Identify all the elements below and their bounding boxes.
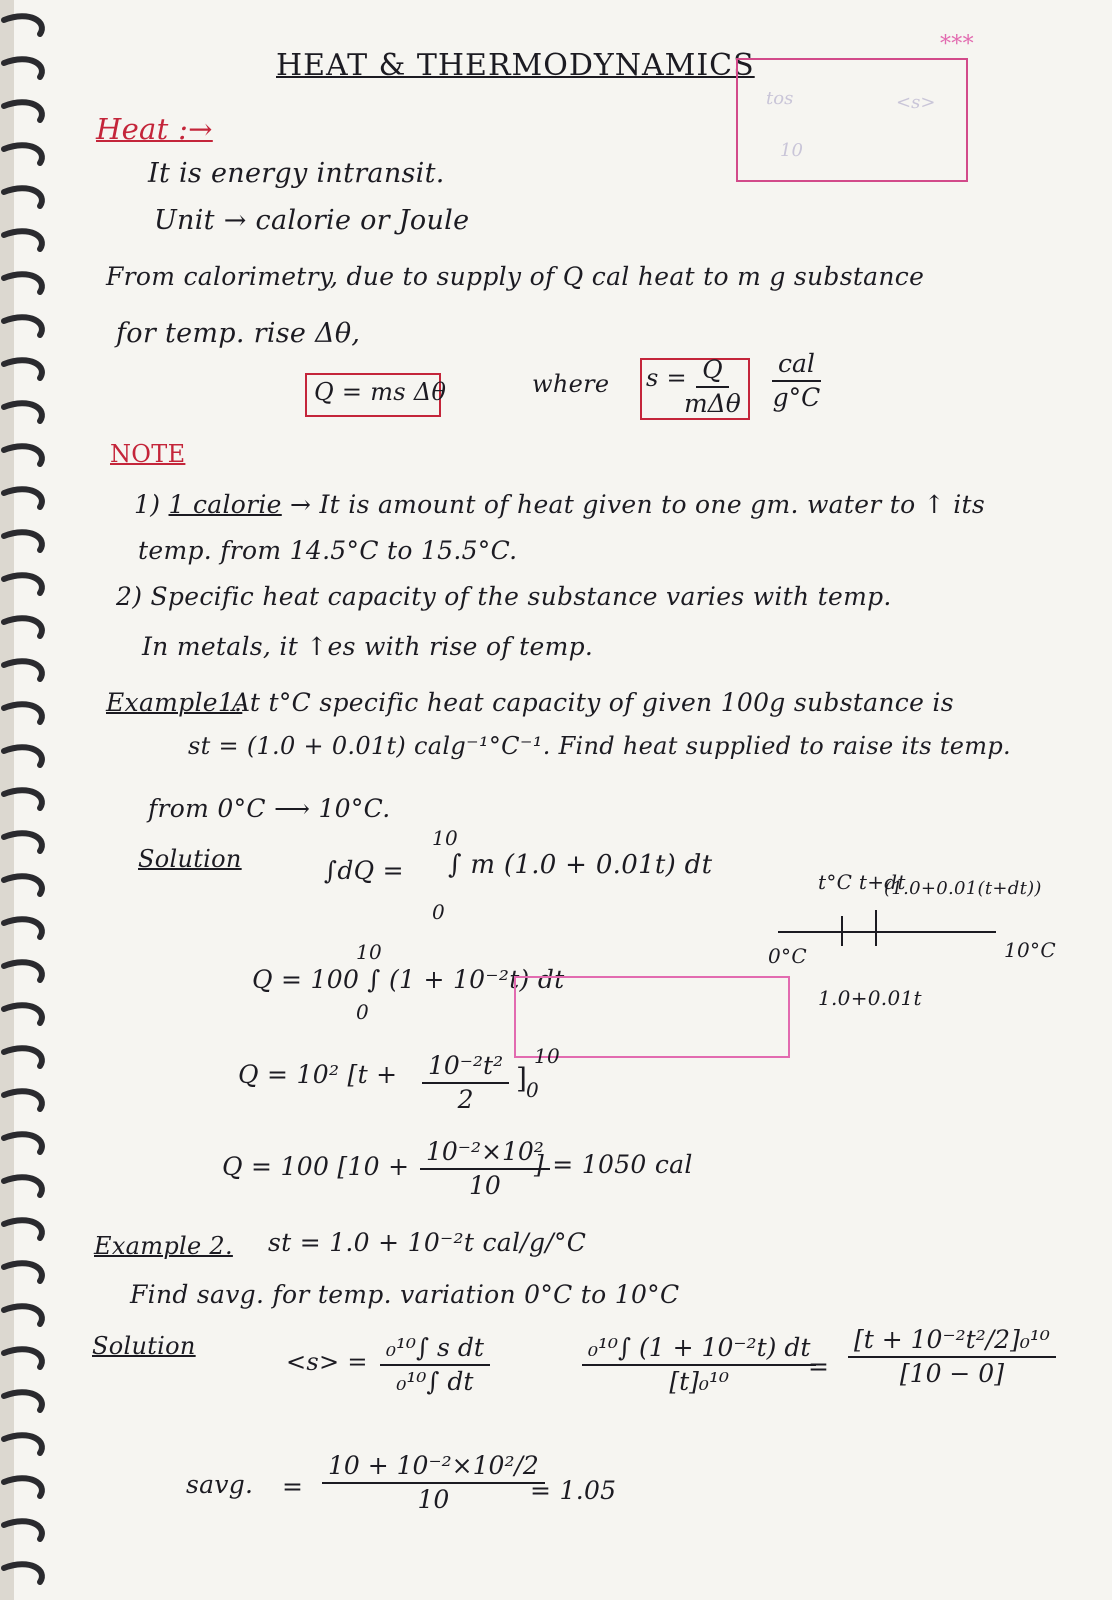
corner-box-top: tos: [766, 88, 794, 109]
example2-fraction-2: [582, 1334, 816, 1395]
example2-result: = 1.05: [530, 1476, 617, 1505]
example1-text-1: At t°C specific heat capacity of given 100g substance is: [232, 688, 954, 717]
diagram-right-label: (1.0+0.01(t+dt)): [884, 878, 1042, 899]
example1-eq3-lhs: Q = 10² [t +: [238, 1060, 398, 1089]
s-formula-lhs: s =: [646, 364, 687, 392]
diagram-bottom-label: 1.0+0.01t: [818, 986, 922, 1010]
example1-eq3-den: 2: [457, 1084, 474, 1114]
note-1-term: 1 calorie: [168, 490, 282, 519]
example2-f3-num: [t + 10⁻²t²/2]₀¹⁰: [848, 1326, 1056, 1358]
example2-f1-den: ₀¹⁰∫ dt: [396, 1366, 474, 1396]
example1-solution-label: Solution: [138, 845, 242, 873]
example2-f4-num: 10 + 10⁻²×10²/2: [322, 1452, 545, 1484]
example2-solution-label: Solution: [92, 1332, 196, 1360]
example1-label: Example1.: [106, 688, 243, 717]
example1-eq1-lhs: ∫dQ =: [324, 856, 404, 885]
example2-f2-den: [t]₀¹⁰: [669, 1366, 729, 1396]
example1-eq4-fraction: [420, 1138, 550, 1199]
priority-stars: ***: [940, 32, 974, 57]
s-denominator: mΔθ: [684, 388, 741, 418]
example2-lhs: <s> =: [286, 1348, 368, 1376]
note-1-prefix: 1): [134, 490, 161, 519]
corner-box-bottom: 10: [780, 140, 803, 161]
example1-eq2: Q = 100 ∫ (1 + 10⁻²t) dt: [252, 965, 565, 994]
example1-eq2-lower: 0: [356, 1000, 370, 1024]
example2-f3-den: [10 − 0]: [899, 1358, 1004, 1388]
example1-text-2: st = (1.0 + 0.01t) calg⁻¹°C⁻¹. Find heat supplied to raise its temp.: [188, 732, 1011, 760]
example2-savg-label: savg.: [186, 1470, 254, 1499]
example1-eq3-limit-upper: 10: [534, 1044, 561, 1068]
heat-line-1: It is energy intransit.: [148, 158, 445, 189]
unit-numerator: cal: [772, 350, 821, 382]
corner-box: [736, 58, 968, 182]
unit-fraction: [772, 350, 821, 411]
example1-eq1-upper: 10: [432, 826, 459, 850]
example1-eq3-num: 10⁻²t²: [422, 1052, 509, 1084]
example1-text-3: from 0°C ⟶ 10°C.: [148, 794, 391, 823]
heat-line-3: From calorimetry, due to supply of Q cal heat to m g substance: [106, 262, 925, 291]
example2-f1-num: ₀¹⁰∫ s dt: [380, 1334, 490, 1366]
example2-equals-2: =: [282, 1472, 304, 1501]
corner-box-right: <s>: [896, 92, 936, 113]
diagram-top-label: t°C t+dt: [818, 870, 906, 894]
page-title: HEAT & THERMODYNAMICS: [276, 48, 755, 83]
note-1-continued: temp. from 14.5°C to 15.5°C.: [138, 536, 518, 565]
example1-eq4-den: 10: [469, 1170, 501, 1200]
example1-eq4-lhs: Q = 100 [10 +: [222, 1152, 410, 1181]
heat-heading: Heat :→: [96, 112, 213, 146]
example1-eq2-upper: 10: [356, 940, 383, 964]
heat-line-4: for temp. rise Δθ,: [116, 318, 361, 349]
example1-eq4-num: 10⁻²×10²: [420, 1138, 550, 1170]
where-label: where: [532, 370, 610, 398]
example2-fraction-3: [848, 1326, 1056, 1387]
example1-eq4-rhs: ] = 1050 cal: [534, 1150, 693, 1179]
example2-text-1: st = 1.0 + 10⁻²t cal/g/°C: [268, 1228, 587, 1257]
s-formula-fraction: [684, 356, 741, 417]
heat-line-2: Unit → calorie or Joule: [154, 205, 470, 236]
example1-eq3-bracket: ]: [516, 1062, 528, 1095]
s-numerator: Q: [696, 356, 729, 388]
example1-eq3-fraction: [422, 1052, 509, 1113]
unit-denominator: g°C: [772, 382, 821, 412]
heat-formula: Q = ms Δθ: [314, 378, 447, 406]
note-3: In metals, it ↑es with rise of temp.: [142, 632, 594, 661]
diagram-right-end: 10°C: [1004, 938, 1056, 962]
note-1-text: → It is amount of heat given to one gm. water to ↑ its: [290, 490, 986, 519]
example1-eq1-lower: 0: [432, 900, 446, 924]
example1-eq3-limit-lower: 0: [526, 1078, 540, 1102]
example1-eq1-rhs: ∫ m (1.0 + 0.01t) dt: [448, 850, 713, 880]
note-heading: NOTE: [110, 440, 186, 468]
example2-fraction-4: [322, 1452, 545, 1513]
note-2: 2) Specific heat capacity of the substance varies with temp.: [116, 582, 892, 611]
example2-label: Example 2.: [94, 1232, 233, 1260]
example2-equals: =: [808, 1352, 830, 1381]
example2-f2-num: ₀¹⁰∫ (1 + 10⁻²t) dt: [582, 1334, 816, 1366]
example2-text-2: Find savg. for temp. variation 0°C to 10°C: [130, 1280, 680, 1309]
note-1: [134, 490, 985, 519]
example2-f4-den: 10: [417, 1484, 450, 1514]
diagram-left-end: 0°C: [768, 944, 807, 968]
spiral-binding: [0, 0, 60, 1600]
example2-fraction-1: [380, 1334, 490, 1395]
